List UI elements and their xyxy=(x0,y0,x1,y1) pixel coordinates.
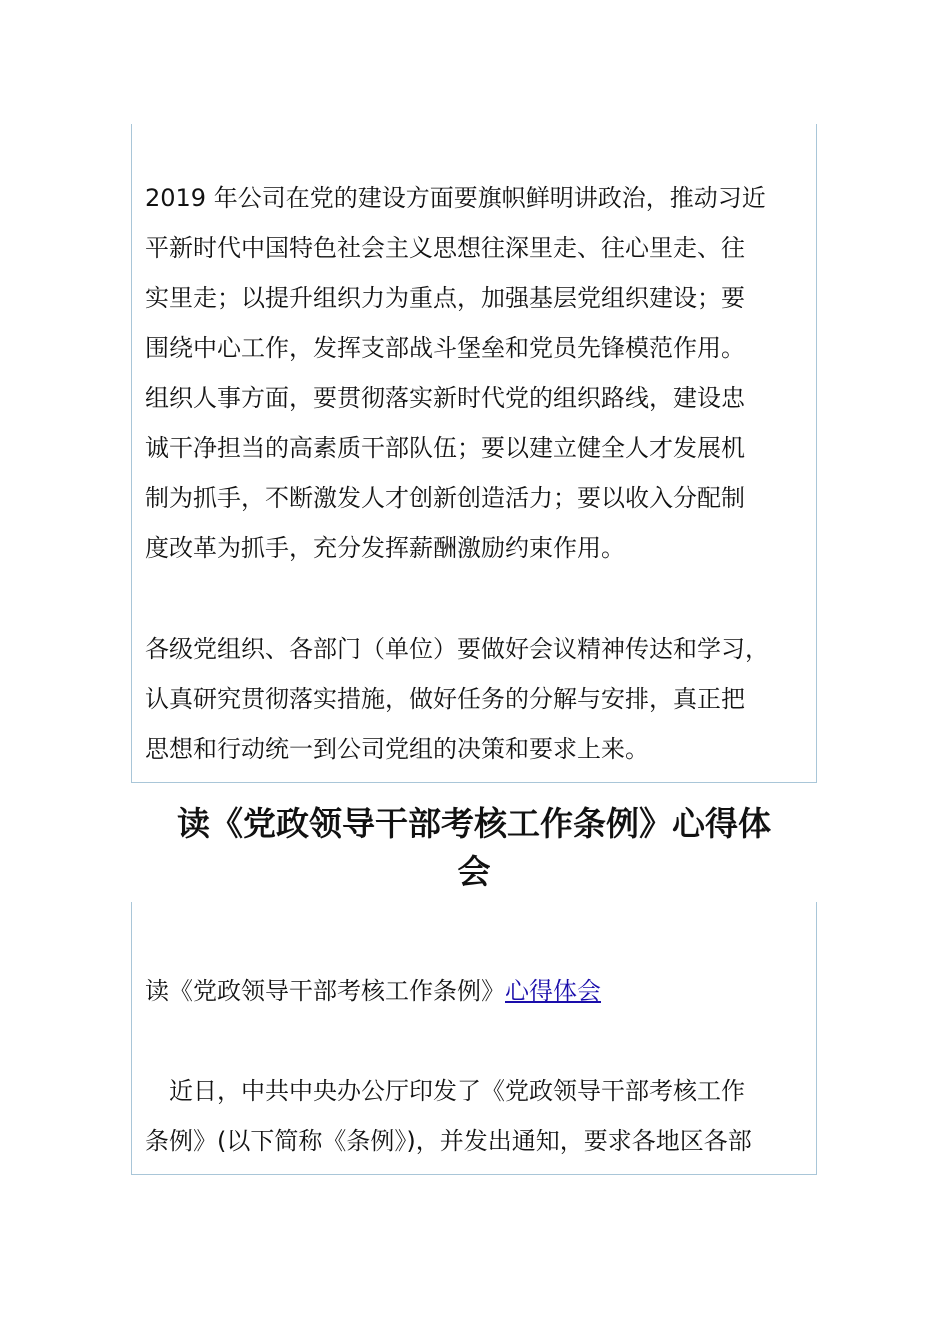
text-line: 2019 年公司在党的建设方面要旗帜鲜明讲政治，推动习近 xyxy=(145,184,766,212)
text-line: 组织人事方面，要贯彻落实新时代党的组织路线，建设忠 xyxy=(145,384,745,412)
text-line: 实里走；以提升组织力为重点，加强基层党组织建设；要 xyxy=(145,284,745,312)
content-box-2 xyxy=(131,902,817,1175)
paragraph-implementation xyxy=(145,624,810,774)
title-line: 读《党政领导干部考核工作条例》心得体 xyxy=(177,804,771,843)
article-title xyxy=(131,800,817,896)
title-line: 会 xyxy=(457,852,491,891)
text-line: 近日，中共中央办公厅印发了《党政领导干部考核工作 xyxy=(145,1077,745,1105)
insights-link[interactable]: 心得体会 xyxy=(505,977,601,1005)
text-line: 制为抓手，不断激发人才创新创造活力；要以收入分配制 xyxy=(145,484,745,512)
text-line: 平新时代中国特色社会主义思想往深里走、往心里走、往 xyxy=(145,234,745,262)
text-line: 各级党组织、各部门（单位）要做好会议精神传达和学习， xyxy=(145,635,769,663)
text-line: 诚干净担当的高素质干部队伍；要以建立健全人才发展机 xyxy=(145,434,745,462)
text-line: 围绕中心工作，发挥支部战斗堡垒和党员先锋模范作用。 xyxy=(145,334,745,362)
text-line: 度改革为抓手，充分发挥薪酬激励约束作用。 xyxy=(145,534,625,562)
text-line: 认真研究贯彻落实措施，做好任务的分解与安排，真正把 xyxy=(145,685,745,713)
paragraph-intro xyxy=(145,1066,810,1166)
text-line: 思想和行动统一到公司党组的决策和要求上来。 xyxy=(145,735,649,763)
paragraph-party-building xyxy=(145,173,810,573)
subtitle-text: 读《党政领导干部考核工作条例》 xyxy=(145,977,505,1005)
content-box-1 xyxy=(131,124,817,783)
text-line: 条例》(以下简称《条例》)，并发出通知，要求各地区各部 xyxy=(145,1127,752,1155)
subtitle-line xyxy=(145,966,810,1016)
article-subtitle xyxy=(145,966,810,1016)
